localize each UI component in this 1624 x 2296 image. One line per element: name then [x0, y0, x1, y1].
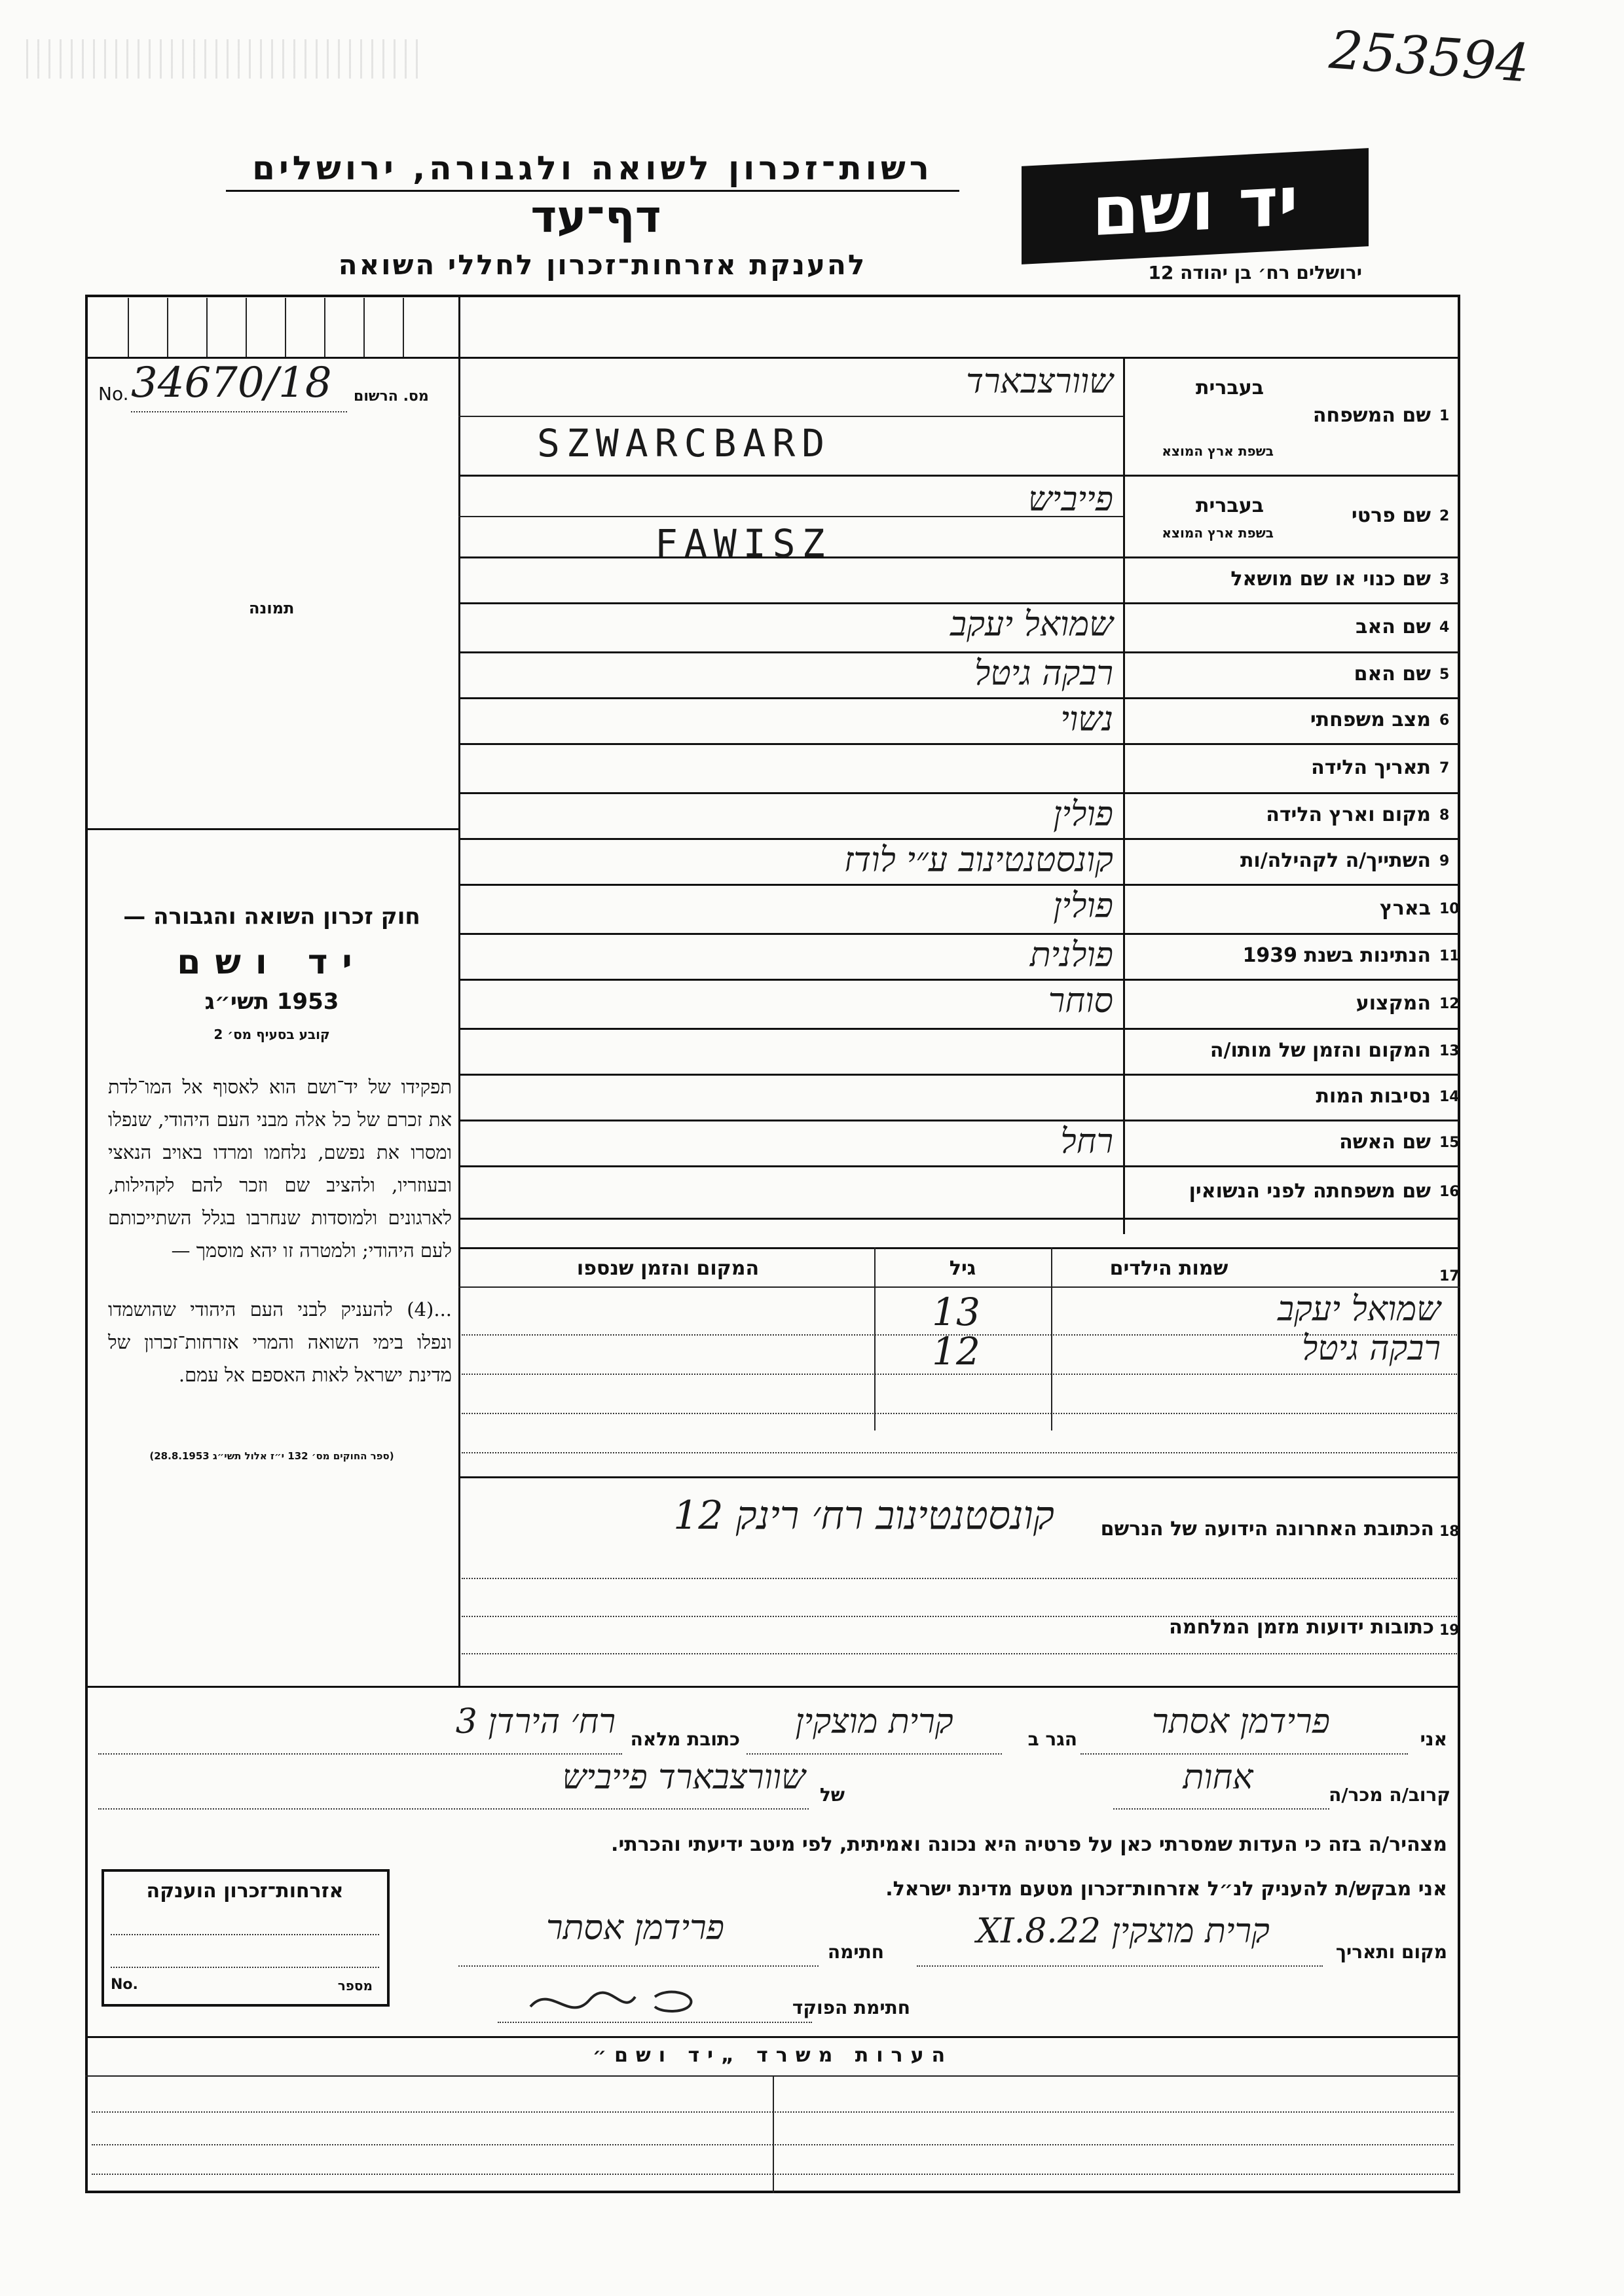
field-5-number: 5	[1439, 666, 1450, 683]
declarant-name: פרידמן אסתר	[1152, 1702, 1330, 1741]
field-5-value: רבקה גיטל	[974, 654, 1113, 693]
field-6-label: מצב משפחתי	[1310, 708, 1431, 731]
logo-text: יד ושם	[1092, 160, 1299, 252]
field-4-value: שמואל יעקב	[950, 605, 1113, 644]
law-name: יד ושם	[177, 943, 367, 982]
field-15-label: שם האשה	[1339, 1131, 1431, 1154]
declaration-line-1: מצהיר/ה בזה כי העדות שמסרתי כאן על פרטיה היא נכונה ואמיתית, לפי מיטב ידיעתי והכרתי.	[611, 1833, 1447, 1856]
field-12-label: המקצוע	[1356, 991, 1431, 1015]
declaration-line-2: אני מבקש/ת להעניק לנ״ל אזרחות־זכרון מטעם מדינת ישראל.	[885, 1878, 1447, 1901]
field-1-value: שוורצבארד	[966, 362, 1113, 401]
form-purpose: להענקת אזרחות־זכרון לחללי השואה	[338, 249, 867, 281]
officer-signature-scribble	[524, 1971, 720, 2030]
field-15-value: רחל	[1060, 1122, 1113, 1161]
field-2-value: פייביש	[1027, 480, 1113, 519]
field-12-number: 12	[1439, 995, 1460, 1012]
field-15-number: 15	[1439, 1135, 1460, 1151]
place-date-value: קרית מוצקין 22.XI.8	[976, 1912, 1270, 1951]
remarks-title: הערות משרד „יד ושם״	[592, 2044, 953, 2067]
field-10-value: פולין	[1053, 886, 1113, 926]
field-14-label: נסיבות המות	[1316, 1085, 1431, 1108]
authority-title: רשות־זכרון לשואה ולגבורה, ירושלים	[252, 149, 933, 187]
field-14-number: 14	[1439, 1089, 1460, 1105]
field-13-label: המקום והזמן של מותו/ה	[1209, 1039, 1431, 1062]
field-8-value: פולין	[1053, 795, 1113, 834]
children-place-header: המקום והזמן שנספו	[576, 1257, 760, 1280]
field-16-number: 16	[1439, 1184, 1460, 1200]
field-2-label: שם פרטי	[1351, 503, 1431, 527]
children-names-header: שמות הילדים	[1109, 1257, 1228, 1280]
law-text-1: תפקידו של יד־ושם הוא לאסוף אל המו־לדת את זכרם של כל אלה מבני העם היהודי, שנפלו ומסרו את נפשם, נלחמו ומרדו באויב הנאצי ובעוזריו, ולהציב שם וזכר להם לקהילות, לארגונים ולמוסדות שנחרבו בגלל השתייכותם לעם היהודי; ולמטרה זו יהא מוסמך —	[108, 1076, 452, 1262]
field-2-sub-hebrew: בעברית	[1196, 494, 1264, 517]
field-11-label: הנתינות בשנת 1939	[1242, 944, 1431, 967]
citizenship-number-label: מספר	[337, 1978, 373, 1994]
field-18-label: הכתובת האחרונה הידועה של הנרשם	[1100, 1518, 1434, 1540]
photo-label: תמונה	[249, 599, 295, 617]
field-1-label: שם המשפחה	[1312, 404, 1431, 427]
field-19-label: כתובות ידועות מזמן המלחמה	[1169, 1616, 1434, 1639]
field-9-number: 9	[1439, 853, 1450, 869]
registration-number: 34670/18	[131, 359, 332, 407]
field-4-label: שם האב	[1356, 615, 1431, 638]
child-1-name: שמואל יעקב	[1278, 1290, 1441, 1329]
field-7-number: 7	[1439, 759, 1450, 776]
field-1-value-latin: SZWARCBARD	[537, 421, 832, 465]
registration-no-label: No.	[98, 383, 129, 405]
signature-value: פרידמן אסתר	[546, 1908, 724, 1948]
field-17-number: 17	[1439, 1268, 1460, 1285]
citizenship-title: אזרחות־זכרון הוענקה	[146, 1880, 344, 1903]
field-2-number: 2	[1439, 507, 1450, 524]
field-6-number: 6	[1439, 712, 1450, 729]
field-6-value: נשוי	[1060, 700, 1113, 739]
child-2-name: רבקה גיטל	[1302, 1329, 1441, 1368]
law-title: חוק זכרון השואה והגבורה —	[123, 903, 420, 930]
child-2-age: 12	[932, 1329, 980, 1374]
field-3-label: שם כנוי או שם מושאל	[1230, 568, 1431, 591]
field-1-number: 1	[1439, 408, 1450, 424]
of-name: שוורצבארד פייביש	[562, 1758, 805, 1797]
field-8-label: מקום וארץ הלידה	[1266, 803, 1431, 826]
law-clause: קובע בסעיף מס׳ 2	[213, 1027, 330, 1042]
registration-label: מס. הרשום	[354, 388, 429, 405]
declarant-city: קרית מוצקין	[795, 1702, 953, 1741]
law-year: 1953 תשי״ג	[204, 989, 339, 1015]
scan-noise	[26, 39, 419, 79]
field-10-label: בארץ	[1379, 896, 1431, 920]
field-10-number: 10	[1439, 900, 1460, 917]
field-19-number: 19	[1439, 1622, 1460, 1639]
field-16-label: שם משפחתה לפני הנשואין	[1189, 1180, 1431, 1203]
field-11-number: 11	[1439, 948, 1460, 964]
law-text-2: ...(4) להעניק לבני העם היהודי שהושמדו ונפלו בימי השואה והמרי אזרחות־זכרון של מדינת ישראל לאות האספם אל עמם.	[108, 1298, 452, 1386]
form-title: דף־עד	[530, 191, 661, 243]
field-2-value-latin: FAWISZ	[655, 520, 832, 566]
relation-label: קרוב/ה מכר/ה	[1329, 1784, 1450, 1806]
citizenship-no: No.	[111, 1977, 138, 1993]
child-1-age: 13	[932, 1290, 980, 1334]
field-13-number: 13	[1439, 1043, 1460, 1059]
resides-label: הגר ב	[1027, 1728, 1077, 1750]
field-2-sub-origin: בשפת ארץ המוצא	[1162, 525, 1274, 541]
field-9-value: קונסטנטינוב ע״י לודז	[843, 841, 1113, 880]
citizenship-box	[101, 1869, 390, 2007]
field-18-number: 18	[1439, 1523, 1460, 1540]
field-11-value: פולנית	[1029, 936, 1113, 975]
full-address-label: כתובת מלאה	[630, 1728, 740, 1750]
of-label: של	[819, 1784, 845, 1806]
field-1-sub-origin: בשפת ארץ המוצא	[1162, 443, 1274, 459]
signature-label: חתימה	[827, 1941, 884, 1963]
field-4-number: 4	[1439, 619, 1450, 636]
field-8-number: 8	[1439, 807, 1450, 824]
yad-vashem-logo	[1022, 148, 1369, 264]
archive-number: 253594	[1327, 19, 1532, 94]
field-9-label: השתייך/ה לקהילה/ות	[1240, 849, 1431, 872]
place-date-label: מקום ותאריך	[1335, 1941, 1447, 1963]
children-age-header: גיל	[949, 1257, 976, 1280]
logo-address: ירושלים רח׳ בן יהודה 12	[1148, 262, 1362, 283]
field-1-sub-hebrew: בעברית	[1196, 376, 1264, 399]
declarant-street: רח׳ הירדן 3	[455, 1702, 616, 1741]
declarant-prefix: אני	[1420, 1728, 1447, 1750]
field-3-number: 3	[1439, 572, 1450, 588]
field-12-value: סוחר	[1048, 981, 1113, 1021]
officer-signature-label: חתימת הפוקד	[792, 1997, 910, 2018]
field-5-label: שם האם	[1354, 663, 1431, 685]
relation-value: אחות	[1183, 1758, 1253, 1797]
field-18-value: קונסטנטינוב רח׳ רינק 12	[673, 1493, 1054, 1539]
field-7-label: תאריך הלידה	[1311, 756, 1431, 779]
law-citation: (ספר החוקים מס׳ 132 י״ז אלול תשי״ג 28.8.1953)	[149, 1450, 394, 1462]
